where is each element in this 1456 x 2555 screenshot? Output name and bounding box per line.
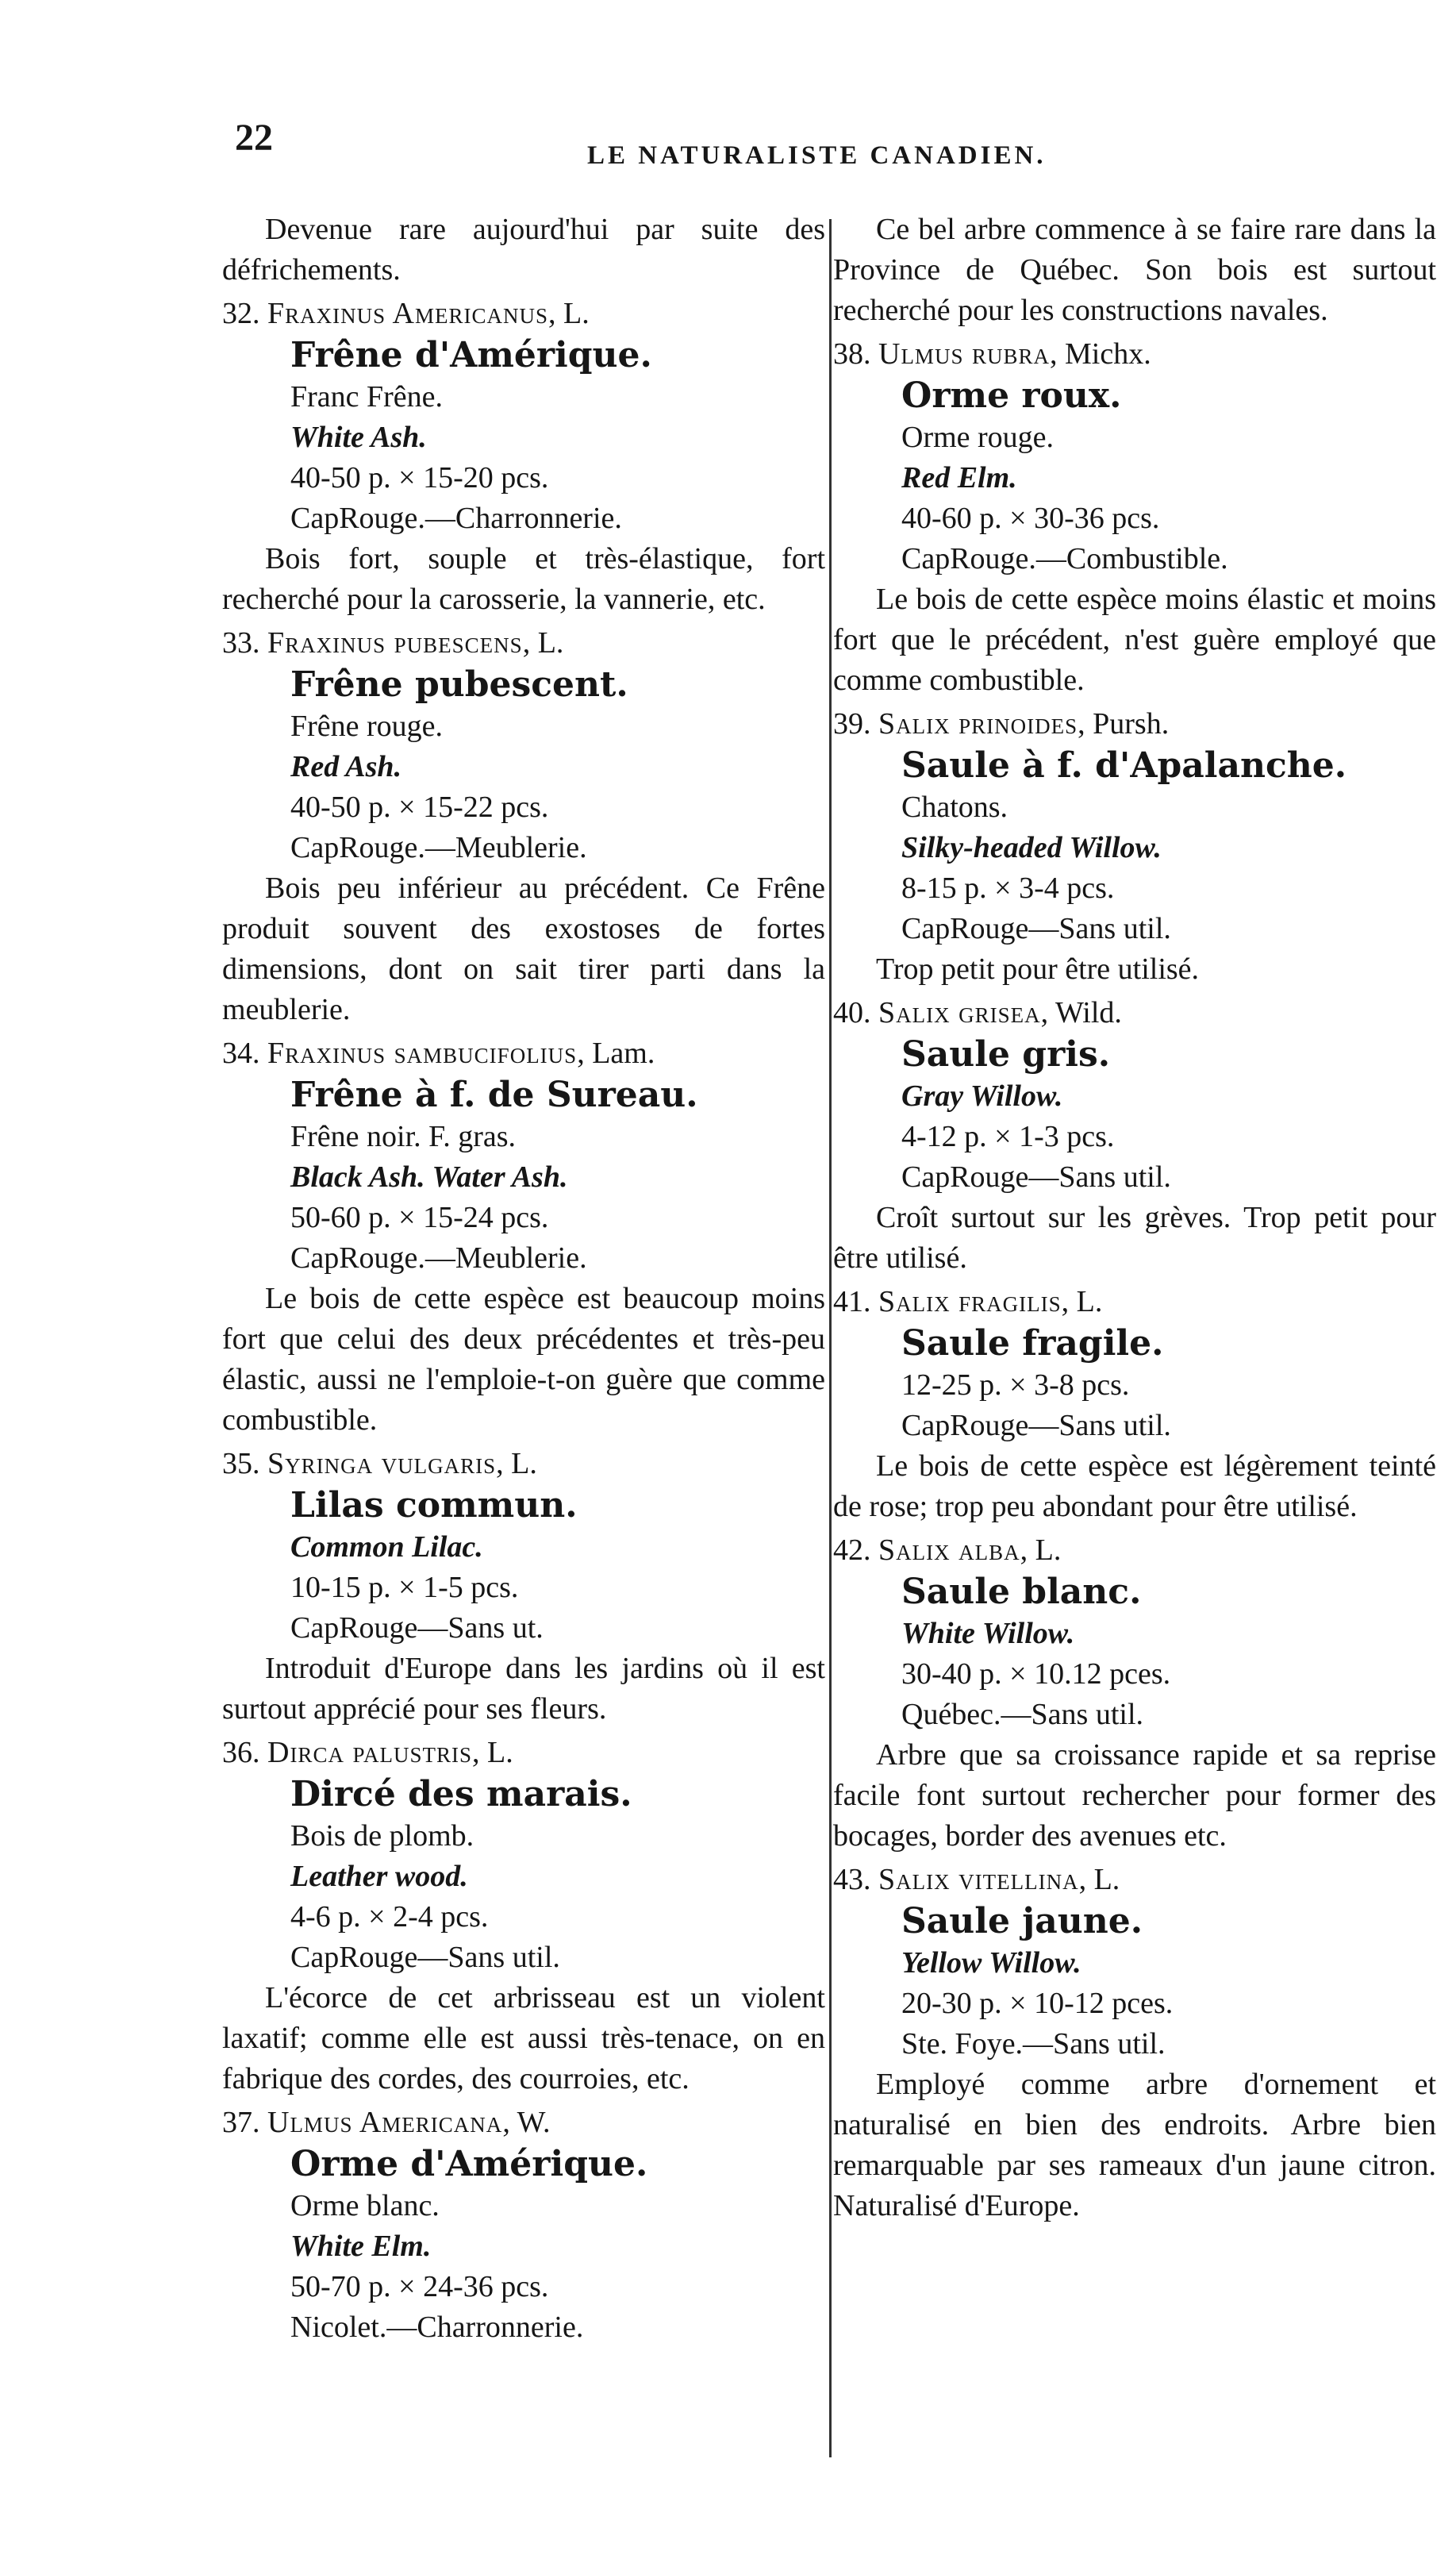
author-abbrev: , W. <box>502 2106 551 2139</box>
author-abbrev: , L. <box>548 297 590 330</box>
author-abbrev: , Pursh. <box>1078 707 1170 741</box>
entry-note: Introduit d'Europe dans les jardins où il est surtout apprécié pour ses fleurs. <box>222 1652 825 1726</box>
author-abbrev: , L. <box>1078 1863 1120 1896</box>
latin-name: Salix alba <box>878 1533 1020 1567</box>
author-abbrev: , L. <box>522 626 564 660</box>
french-name: Saule à f. d'Apalanche. <box>901 745 1347 786</box>
english-name: Yellow Willow. <box>901 1946 1081 1980</box>
entry-heading <box>222 623 825 664</box>
french-name: Frêne à f. de Sureau. <box>290 1075 698 1115</box>
english-name: Common Lilac. <box>290 1530 483 1564</box>
entry-heading <box>833 993 1436 1033</box>
locality-use: CapRouge—Sans util. <box>901 1160 1171 1194</box>
english-name: Red Elm. <box>901 461 1017 494</box>
entry-heading <box>222 1444 825 1484</box>
entry-number: 32. <box>222 297 260 330</box>
entry-number: 41. <box>833 1285 871 1318</box>
dimensions: 50-60 p. × 15-24 pcs. <box>290 1201 549 1234</box>
latin-name: Syringa vulgaris <box>267 1447 497 1480</box>
entry-number: 43. <box>833 1863 871 1896</box>
dimensions: 4-12 p. × 1-3 pcs. <box>901 1120 1115 1153</box>
author-abbrev: , L. <box>496 1447 537 1480</box>
author-abbrev: , Wild. <box>1040 996 1122 1029</box>
entry-note: Trop petit pour être utilisé. <box>876 952 1200 986</box>
dimensions: 40-60 p. × 30-36 pcs. <box>901 502 1160 535</box>
left-column <box>222 210 825 2348</box>
french-name: Saule fragile. <box>901 1323 1164 1364</box>
french-name: Dircé des marais. <box>290 1774 632 1814</box>
entry-heading <box>222 294 825 334</box>
latin-name: Fraxinus sambucifolius <box>267 1037 578 1070</box>
intro-note: Ce bel arbre commence à se faire rare dans la Province de Québec. Son bois est surtout recherché pour les constructions navales. <box>833 213 1436 327</box>
french-name: Orme roux. <box>901 375 1122 416</box>
locality-use: CapRouge—Sans util. <box>901 912 1171 945</box>
dimensions: 40-50 p. × 15-22 pcs. <box>290 791 549 824</box>
locality-use: CapRouge—Sans ut. <box>290 1611 544 1645</box>
english-name: White Elm. <box>290 2230 432 2263</box>
entry-note: Le bois de cette espèce moins élastic et moins fort que le précédent, n'est guère employé que comme combustible. <box>833 583 1436 697</box>
french-name: Orme d'Amérique. <box>290 2144 648 2184</box>
locality-use: Québec.—Sans util. <box>901 1698 1144 1731</box>
locality-use: CapRouge.—Charronnerie. <box>290 502 622 535</box>
french-name: Frêne d'Amérique. <box>290 335 652 375</box>
dimensions: 30-40 p. × 10.12 pces. <box>901 1657 1171 1691</box>
intro-note: Devenue rare aujourd'hui par suite des défrichements. <box>222 213 825 287</box>
latin-name: Salix vitellina <box>878 1863 1079 1896</box>
english-name: Red Ash. <box>290 750 402 783</box>
synonym: Franc Frêne. <box>290 380 444 414</box>
synonym: Chatons. <box>901 791 1008 824</box>
author-abbrev: , L. <box>1061 1285 1103 1318</box>
entry-heading <box>222 1733 825 1773</box>
entry-number: 38. <box>833 337 871 371</box>
locality-use: Nicolet.—Charronnerie. <box>290 2311 584 2344</box>
synonym: Orme blanc. <box>290 2189 440 2222</box>
entry-heading <box>833 704 1436 745</box>
entry-number: 39. <box>833 707 871 741</box>
running-head: LE NATURALISTE CANADIEN. <box>587 141 1047 170</box>
french-name: Lilas commun. <box>290 1485 578 1526</box>
french-name: Saule gris. <box>901 1034 1111 1075</box>
entry-heading <box>222 2103 825 2143</box>
french-name: Saule jaune. <box>901 1901 1143 1941</box>
author-abbrev: , Lam. <box>577 1037 655 1070</box>
french-name: Frêne pubescent. <box>290 664 628 705</box>
entry-heading <box>222 1033 825 1074</box>
column-rule <box>829 219 832 2457</box>
entry-heading <box>833 334 1436 375</box>
entry-note: Bois peu inférieur au précédent. Ce Frêne produit souvent des exostoses de fortes dimensions, dont on sait tirer parti dans la meublerie. <box>222 872 825 1026</box>
entry-heading <box>833 1282 1436 1322</box>
entry-number: 42. <box>833 1533 871 1567</box>
author-abbrev: , L. <box>1020 1533 1062 1567</box>
author-abbrev: , Michx. <box>1049 337 1151 371</box>
synonym: Frêne rouge. <box>290 710 444 743</box>
entry-note: L'écorce de cet arbrisseau est un violent laxatif; comme elle est aussi très-tenace, on en fabrique des cordes, des courroies, etc. <box>222 1981 825 2095</box>
english-name: White Willow. <box>901 1617 1075 1650</box>
author-abbrev: , L. <box>472 1736 513 1769</box>
latin-name: Ulmus rubra <box>878 337 1050 371</box>
entry-heading <box>833 1860 1436 1900</box>
locality-use: Ste. Foye.—Sans util. <box>901 2027 1166 2061</box>
latin-name: Salix prinoides <box>878 707 1078 741</box>
synonym: Orme rouge. <box>901 421 1055 454</box>
locality-use: CapRouge—Sans util. <box>290 1941 560 1974</box>
right-column <box>833 210 1436 2226</box>
latin-name: Dirca palustris <box>267 1736 473 1769</box>
dimensions: 20-30 p. × 10-12 pces. <box>901 1987 1174 2020</box>
entry-note: Arbre que sa croissance rapide et sa reprise facile font surtout rechercher pour former des bocages, border des avenues etc. <box>833 1738 1436 1853</box>
latin-name: Fraxinus Americanus <box>267 297 549 330</box>
dimensions: 12-25 p. × 3-8 pcs. <box>901 1368 1130 1402</box>
entry-number: 40. <box>833 996 871 1029</box>
latin-name: Salix fragilis <box>878 1285 1062 1318</box>
dimensions: 50-70 p. × 24-36 pcs. <box>290 2270 549 2303</box>
locality-use: CapRouge—Sans util. <box>901 1409 1171 1442</box>
english-name: Gray Willow. <box>901 1079 1063 1113</box>
dimensions: 40-50 p. × 15-20 pcs. <box>290 461 549 494</box>
locality-use: CapRouge.—Combustible. <box>901 542 1228 575</box>
locality-use: CapRouge.—Meublerie. <box>290 831 587 864</box>
latin-name: Ulmus Americana <box>267 2106 503 2139</box>
synonym: Bois de plomb. <box>290 1819 474 1853</box>
page-number: 22 <box>235 117 273 159</box>
english-name: Black Ash. Water Ash. <box>290 1160 568 1194</box>
latin-name: Fraxinus pubescens <box>267 626 523 660</box>
entry-heading <box>833 1530 1436 1571</box>
entry-note: Croît surtout sur les grèves. Trop petit pour être utilisé. <box>833 1201 1436 1275</box>
french-name: Saule blanc. <box>901 1572 1142 1612</box>
entry-number: 34. <box>222 1037 260 1070</box>
entry-note: Bois fort, souple et très-élastique, fort recherché pour la carosserie, la vannerie, etc. <box>222 542 825 616</box>
entry-number: 35. <box>222 1447 260 1480</box>
english-name: Leather wood. <box>290 1860 468 1893</box>
synonym: Frêne noir. F. gras. <box>290 1120 517 1153</box>
dimensions: 8-15 p. × 3-4 pcs. <box>901 872 1115 905</box>
entry-number: 37. <box>222 2106 260 2139</box>
latin-name: Salix grisea <box>878 996 1041 1029</box>
dimensions: 10-15 p. × 1-5 pcs. <box>290 1571 519 1604</box>
entry-note: Employé comme arbre d'ornement et naturalisé en bien des endroits. Arbre bien remarquable par ses rameaux d'un jaune citron. Naturalisé d'Europe. <box>833 2068 1436 2222</box>
english-name: White Ash. <box>290 421 427 454</box>
entry-number: 33. <box>222 626 260 660</box>
entry-note: Le bois de cette espèce est légèrement teinté de rose; trop peu abondant pour être utilisé. <box>833 1449 1436 1523</box>
entry-number: 36. <box>222 1736 260 1769</box>
locality-use: CapRouge.—Meublerie. <box>290 1241 587 1275</box>
english-name: Silky-headed Willow. <box>901 831 1162 864</box>
entry-note: Le bois de cette espèce est beaucoup moins fort que celui des deux précédentes et très-peu élastic, aussi ne l'emploie-t-on guère que comme combustible. <box>222 1282 825 1437</box>
dimensions: 4-6 p. × 2-4 pcs. <box>290 1900 489 1934</box>
